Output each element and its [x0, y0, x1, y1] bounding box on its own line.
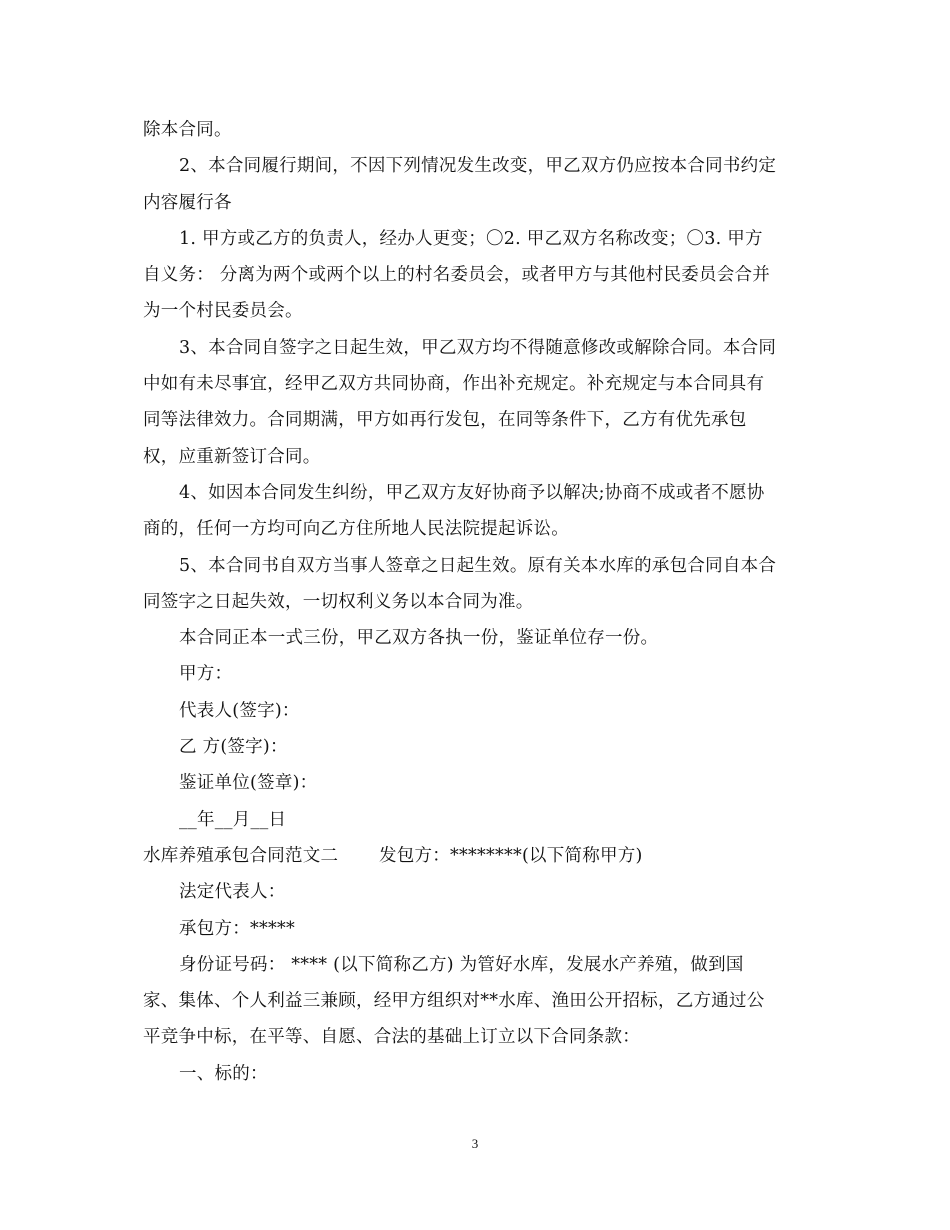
document-line: 法定代表人： [179, 882, 286, 903]
document-line: 5、本合同书自双方当事人签章之日起生效。原有关本水库的承包合同自本合 [179, 555, 777, 576]
document-line: 权，应重新签订合同。 [143, 446, 321, 467]
page-number: 3 [471, 1136, 479, 1151]
document-line: 3、本合同自签字之日起生效，甲乙双方均不得随意修改或解除合同。本合同 [179, 337, 777, 358]
document-line: 内容履行各 [143, 192, 232, 213]
document-line: 中如有未尽事宜，经甲乙双方共同协商，作出补充规定。补充规定与本合同具有 [143, 374, 765, 395]
document-line: 除本合同。 [143, 120, 232, 140]
document-line: 鉴证单位(签章)： [179, 773, 318, 794]
document-body [143, 112, 815, 1092]
document-line: 承包方：***** [179, 918, 295, 939]
document-line: 同等法律效力。合同期满，甲方如再行发包，在同等条件下，乙方有优先承包 [143, 410, 747, 431]
document-line: 水库养殖承包合同范文二 发包方：********(以下简称甲方) [143, 845, 643, 866]
document-line: 甲方： [179, 664, 233, 685]
document-line: 一、标的： [179, 1063, 268, 1084]
document-line: 平竞争中标，在平等、自愿、合法的基础上订立以下合同条款： [143, 1027, 640, 1048]
document-line: 代表人(签字)： [179, 700, 300, 721]
document-line: 1. 甲方或乙方的负责人，经办人更变；〇2. 甲乙双方名称改变；〇3. 甲方 [179, 228, 763, 249]
document-line: 商的，任何一方均可向乙方住所地人民法院提起诉讼。 [143, 519, 569, 540]
document-line: 2、本合同履行期间，不因下列情况发生改变，甲乙双方仍应按本合同书约定 [179, 156, 777, 177]
document-line: 家、集体、个人利益三兼顾，经甲方组织对**水库、渔田公开招标，乙方通过公 [143, 991, 765, 1012]
document-line: 为一个村民委员会。 [143, 301, 303, 322]
document-line: 本合同正本一式三份，甲乙双方各执一份，鉴证单位存一份。 [179, 628, 659, 649]
document-line: 乙 方(签字)： [179, 737, 288, 758]
document-line: 同签字之日起失效，一切权利义务以本合同为准。 [143, 591, 534, 612]
document-line: 身份证号码： **** (以下简称乙方) 为管好水库，发展水产养殖，做到国 [179, 954, 744, 975]
document-line: 4、如因本合同发生纠纷，甲乙双方友好协商予以解决;协商不成或者不愿协 [179, 482, 765, 503]
document-line: 自义务： 分离为两个或两个以上的村名委员会，或者甲方与其他村民委员会合并 [143, 265, 771, 286]
document-line: __年__月__日 [179, 809, 287, 830]
